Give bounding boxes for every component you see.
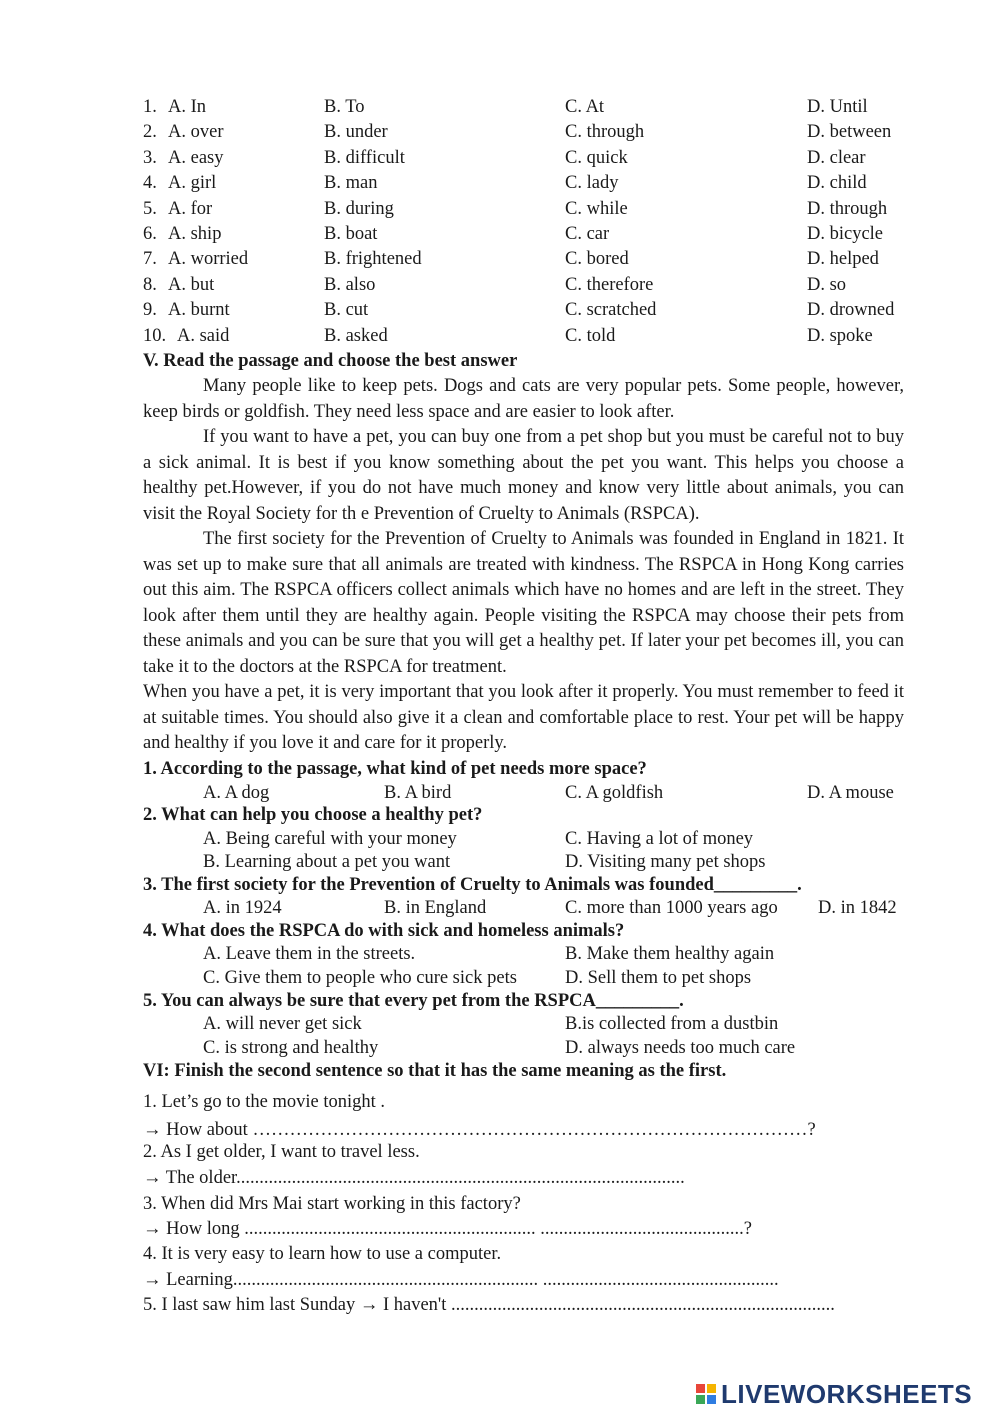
option-b: B. also [324, 275, 376, 295]
option-c: C. scratched [565, 300, 657, 320]
option-a: A. for [168, 199, 213, 219]
option-b: B. difficult [324, 148, 405, 168]
passage-paragraph-3 [143, 527, 904, 680]
rewrite-answer-line[interactable]: → The older................................................................................................. [143, 1168, 685, 1188]
rewrite-answer-line[interactable]: → How about ………………………………………………………………………………? [143, 1120, 816, 1140]
option-c: C. told [565, 326, 616, 346]
answer-d: D. A mouse [807, 783, 894, 803]
rewrite-prompt: 1. Let’s go to the movie tonight . [143, 1092, 386, 1112]
option-number: 2. [143, 122, 157, 142]
option-d: D. spoke [807, 326, 873, 346]
option-d: D. Until [807, 97, 868, 117]
option-b: B. cut [324, 300, 369, 320]
option-a: A. said [177, 326, 230, 346]
answer-d: D. Sell them to pet shops [565, 968, 752, 988]
answer-d: D. always needs too much care [565, 1038, 796, 1058]
question-text: 4. What does the RSPCA do with sick and homeless animals? [143, 921, 625, 941]
option-a: A. In [168, 97, 207, 117]
rewrite-answer-line[interactable]: → Learning.................................................................. ................................................... [143, 1270, 779, 1290]
answer-a: A. will never get sick [203, 1014, 362, 1034]
option-c: C. therefore [565, 275, 654, 295]
option-b: B. frightened [324, 249, 422, 269]
paragraph-text: If you want to have a pet, you can buy one from a pet shop but you must be careful not to buy a sick animal. It is best if you know something about the pet you want. This helps you choose a healthy pet.However, if you do not have much money and know very little about animals, you can visit the Royal Society for th e Prevention of Cruelty to Animals (RSPCA). [143, 427, 904, 524]
option-c: C. car [565, 224, 610, 244]
answer-a: A. Being careful with your money [203, 829, 457, 849]
option-b: B. during [324, 199, 394, 219]
answer-d: D. in 1842 [818, 898, 897, 918]
answer-b: B. A bird [384, 783, 452, 803]
answer-b: B. in England [384, 898, 487, 918]
option-d: D. through [807, 199, 888, 219]
option-a: A. over [168, 122, 224, 142]
option-number: 1. [143, 97, 157, 117]
passage-paragraph-2 [143, 425, 904, 527]
question-text: 5. You can always be sure that every pet from the RSPCA_________. [143, 991, 684, 1011]
question-text: 3. The first society for the Prevention of Cruelty to Animals was founded_________. [143, 875, 802, 895]
paragraph-text: When you have a pet, it is very important that you look after it properly. You must remember to feed it at suitable times. You should also give it a clean and comfortable place to rest. Your pet will be happy and healthy if you love it and care for it properly. [143, 682, 904, 753]
liveworksheets-logo [696, 1378, 972, 1410]
answer-c: C. more than 1000 years ago [565, 898, 778, 918]
option-number: 5. [143, 199, 157, 219]
option-number: 4. [143, 173, 157, 193]
option-d: D. so [807, 275, 847, 295]
option-a: A. but [168, 275, 215, 295]
option-a: A. worried [168, 249, 249, 269]
option-c: C. bored [565, 249, 629, 269]
answer-b: B. Make them healthy again [565, 944, 775, 964]
answer-d: D. Visiting many pet shops [565, 852, 766, 872]
option-number: 6. [143, 224, 157, 244]
section-vi-heading: VI: Finish the second sentence so that it has the same meaning as the first. [143, 1061, 727, 1081]
option-b: B. asked [324, 326, 388, 346]
paragraph-text: Many people like to keep pets. Dogs and cats are very popular pets. Some people, however, keep birds or goldfish. They need less space and are easier to look after. [143, 376, 904, 422]
passage-paragraph-4 [143, 680, 904, 757]
answer-c: C. Having a lot of money [565, 829, 754, 849]
option-d: D. helped [807, 249, 879, 269]
rewrite-prompt: 4. It is very easy to learn how to use a computer. [143, 1244, 502, 1264]
option-number: 8. [143, 275, 157, 295]
question-text: 2. What can help you choose a healthy pet? [143, 805, 483, 825]
logo-text: LIVEWORKSHEETS [721, 1378, 973, 1409]
answer-c: C. is strong and healthy [203, 1038, 379, 1058]
option-number: 7. [143, 249, 157, 269]
option-a: A. girl [168, 173, 217, 193]
section-v-heading: V. Read the passage and choose the best answer [143, 351, 518, 371]
option-a: A. ship [168, 224, 222, 244]
option-a: A. burnt [168, 300, 230, 320]
option-b: B. To [324, 97, 365, 117]
question-text: 1. According to the passage, what kind of pet needs more space? [143, 759, 647, 779]
paragraph-text: The first society for the Prevention of Cruelty to Animals was founded in England in 1821. It was set up to make sure that all animals are treated with kindness. The RSPCA in Hong Kong carries out this aim. The RSPCA officers collect animals which have no homes and are left in the street. They look after them until they are healthy again. People visiting the RSPCA may choose their pets from these animals and you can be sure that you will get a healthy pet. If later your pet becomes ill, you can take it to the doctors at the RSPCA for treatment. [143, 529, 904, 677]
answer-c: C. A goldfish [565, 783, 664, 803]
answer-a: A. A dog [203, 783, 270, 803]
answer-b: B. Learning about a pet you want [203, 852, 451, 872]
option-c: C. quick [565, 148, 628, 168]
passage-paragraph-1 [143, 374, 904, 425]
option-b: B. boat [324, 224, 378, 244]
rewrite-prompt: 2. As I get older, I want to travel less. [143, 1142, 420, 1162]
option-a: A. easy [168, 148, 224, 168]
option-d: D. clear [807, 148, 866, 168]
option-d: D. bicycle [807, 224, 884, 244]
option-c: C. At [565, 97, 605, 117]
option-b: B. under [324, 122, 388, 142]
answer-b: B.is collected from a dustbin [565, 1014, 779, 1034]
option-c: C. while [565, 199, 628, 219]
answer-a: A. Leave them in the streets. [203, 944, 416, 964]
option-d: D. child [807, 173, 867, 193]
rewrite-prompt: 3. When did Mrs Mai start working in this factory? [143, 1194, 521, 1214]
option-number: 9. [143, 300, 157, 320]
option-c: C. through [565, 122, 645, 142]
answer-a: A. in 1924 [203, 898, 282, 918]
logo-icon [696, 1384, 716, 1404]
rewrite-answer-line[interactable]: 5. I last saw him last Sunday → I haven't ................................................................................... [143, 1295, 835, 1315]
option-d: D. between [807, 122, 892, 142]
option-d: D. drowned [807, 300, 895, 320]
option-c: C. lady [565, 173, 619, 193]
option-number: 10. [143, 326, 167, 346]
rewrite-answer-line[interactable]: → How long ............................................................... ............................................? [143, 1219, 752, 1239]
answer-c: C. Give them to people who cure sick pets [203, 968, 517, 988]
option-b: B. man [324, 173, 378, 193]
option-number: 3. [143, 148, 157, 168]
